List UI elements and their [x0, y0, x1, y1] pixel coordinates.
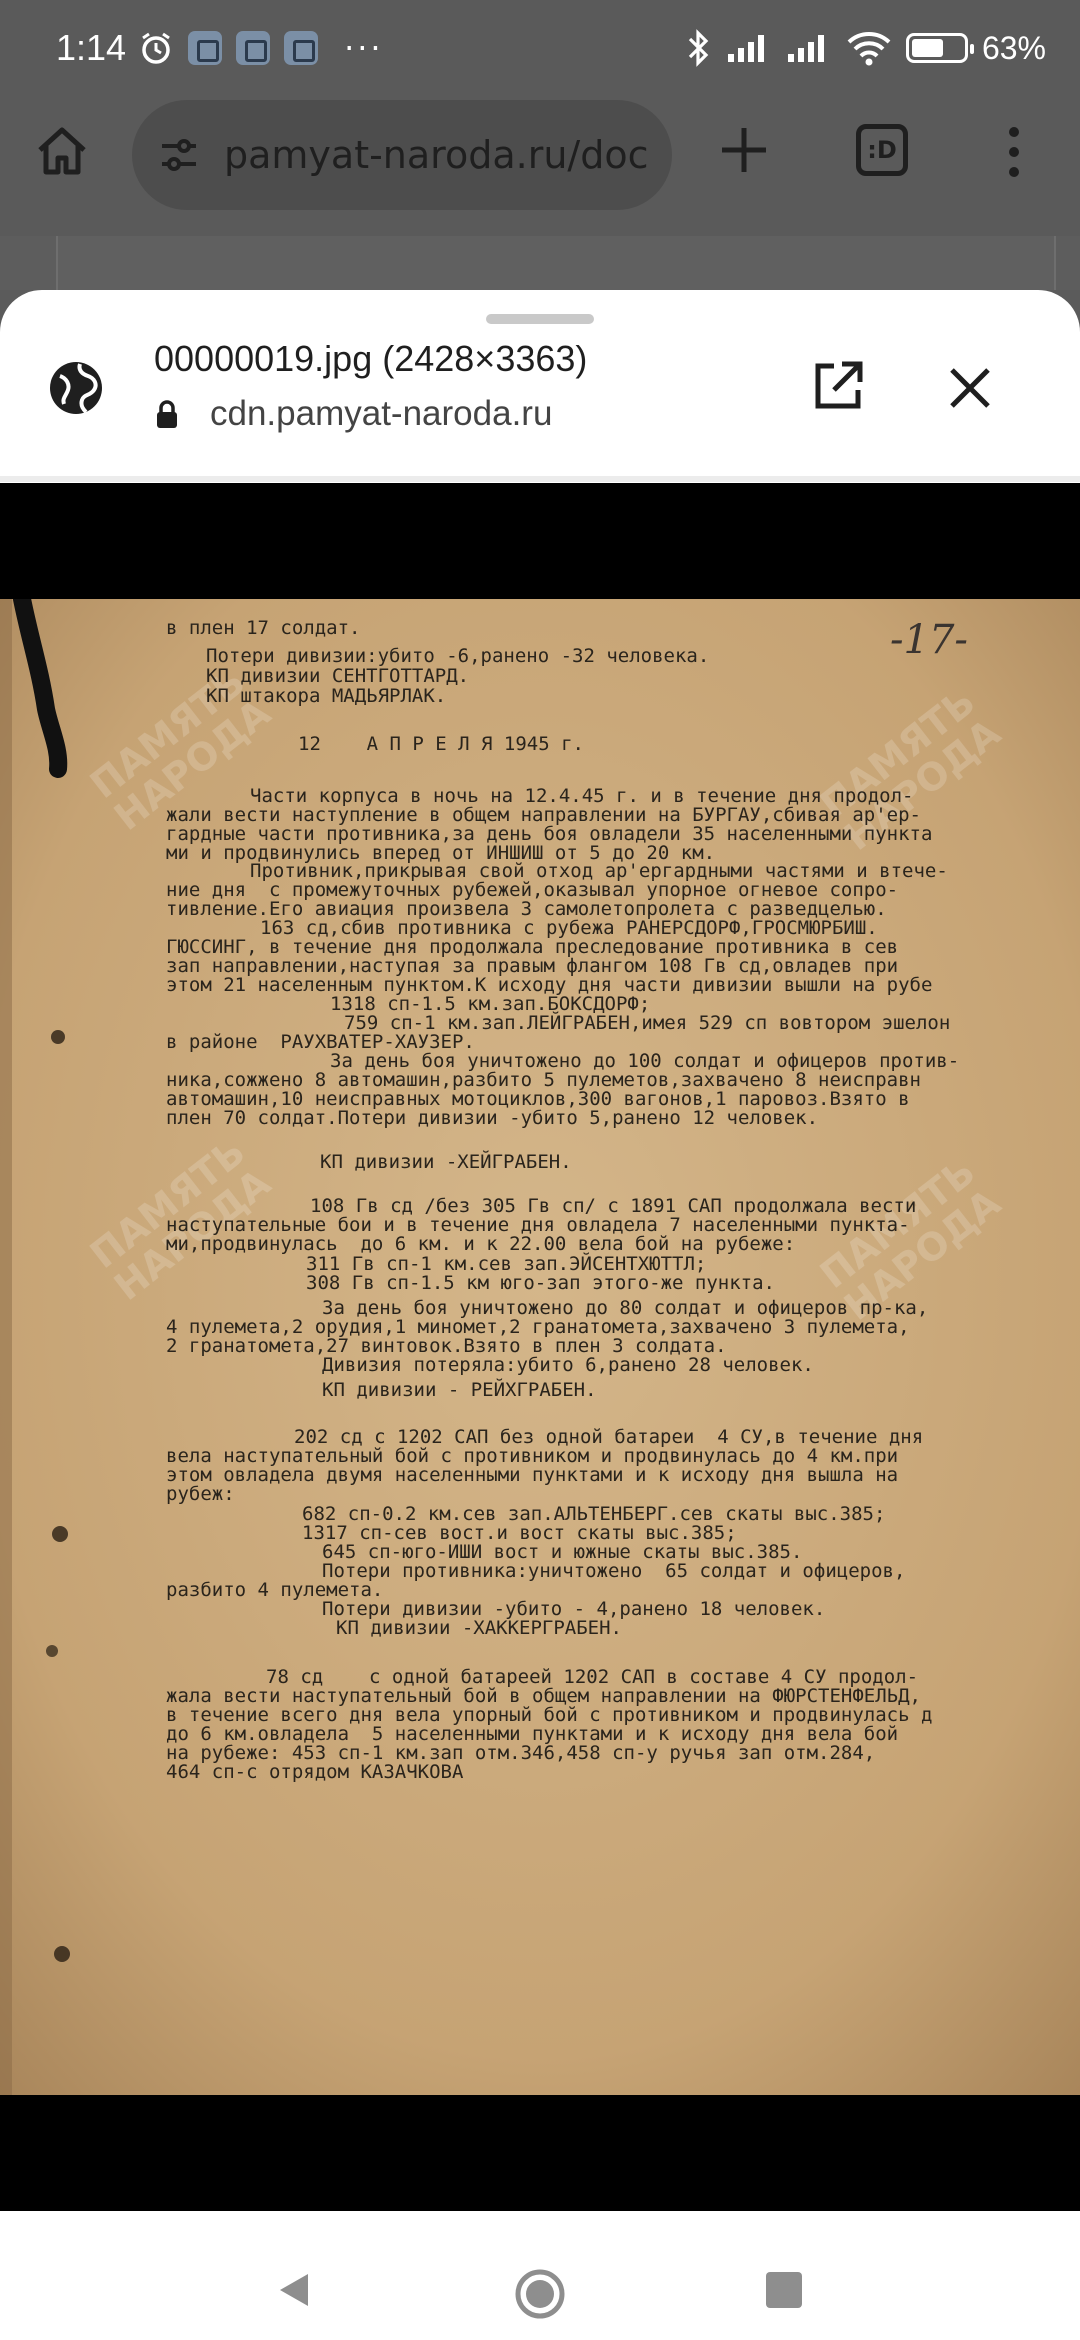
signal-icon [726, 32, 772, 64]
document-line: ми и продвинулись вперед от ИНШИШ от 5 до 20 км. [166, 842, 716, 864]
document-line: наступательные бои и в течение дня овладела 7 населенными пункта- [166, 1214, 910, 1236]
document-line: 202 сд с 1202 САП без одной батареи 4 СУ,в течение дня [294, 1426, 924, 1448]
document-line: 108 Гв сд /без 305 Гв сп/ с 1891 САП продолжала вести [310, 1195, 917, 1217]
document-line: КП штакора МАДЬЯРЛАК. [206, 685, 447, 707]
document-line: тивление.Его авиация произвела 3 самолетопролета с разведцелью. [166, 898, 887, 920]
document-line: Потери дивизии -убито - 4,ранено 18 человек. [322, 1598, 826, 1620]
lock-icon [154, 399, 180, 429]
document-line: 1318 сп-1.5 км.зап.БОКСДОРФ; [330, 993, 651, 1015]
divider [0, 476, 1080, 482]
page-number: -17- [890, 617, 968, 663]
document-line: жала вести наступательный бой в общем направлении на ФЮРСТЕНФЕЛЬД, [166, 1685, 921, 1707]
watermark: ПАМЯТЬ НАРОДА [811, 1149, 1009, 1329]
document-line: плен 70 солдат.Потери дивизии -убито 5,ранено 12 человек. [166, 1107, 819, 1129]
battery-percent: 63% [981, 29, 1046, 66]
document-line: 78 сд с одной батареей 1202 САП в составе 4 СУ продол- [266, 1666, 919, 1688]
document-line: КП дивизии -ХЕЙГРАБЕН. [320, 1151, 572, 1173]
tab-switcher-button[interactable] [856, 124, 908, 176]
document-line: 1317 сп-сев вост.и вост скаты выс.385; [302, 1522, 737, 1544]
bluetooth-icon [686, 29, 712, 67]
document-line: вела наступательный бой с противником и продвинулась до 4 км.при [166, 1445, 899, 1467]
document-line: 4 пулемета,2 орудия,1 миномет,2 гранатомета,захвачено 3 пулемета, [166, 1316, 910, 1338]
document-line: 645 сп-юго-ИШИ вост и южные скаты выс.385. [322, 1541, 803, 1563]
document-line: автомашин,10 неисправных мотоциклов,300 вагонов,1 паровоз.Взято в [166, 1088, 910, 1110]
document-line: Дивизия потеряла:убито 6,ранено 28 человек. [322, 1354, 814, 1376]
document-line: 2 гранатомета,27 винтовок.Взято в плен 3 солдата. [166, 1335, 727, 1357]
watermark: ПАМЯТЬ НАРОДА [811, 679, 1009, 859]
notification-icon [284, 31, 318, 65]
document-line: 464 сп-с отрядом КАЗАЧКОВА [166, 1761, 464, 1783]
watermark: ПАМЯТЬ НАРОДА [81, 1129, 279, 1309]
document-line: КП дивизии - РЕЙХГРАБЕН. [322, 1379, 597, 1401]
document-line: этом овладела двумя населенными пунктами и к исходу дня вышла на [166, 1464, 899, 1486]
status-bar [0, 0, 1080, 96]
document-line: гардные части противника,за день боя овладели 35 населенными пункта [166, 823, 933, 845]
document-line: 311 Гв сп-1 км.сев зап.ЭЙСЕНТХЮТТЛ; [306, 1253, 707, 1275]
image-viewer[interactable] [0, 483, 1080, 2211]
document-line: разбито 4 пулемета. [166, 1579, 384, 1601]
document-line: За день боя уничтожено до 100 солдат и офицеров против- [330, 1050, 960, 1072]
document-line: рубеж: [166, 1483, 235, 1505]
document-text [0, 599, 1080, 2095]
notification-icon [188, 31, 222, 65]
url-bar[interactable] [132, 100, 672, 210]
document-line: За день боя уничтожено до 80 солдат и офицеров пр-ка, [322, 1297, 929, 1319]
signal-icon [786, 32, 832, 64]
more-notifications-indicator: ··· [344, 29, 384, 67]
document-line: этом 21 населенным пунктом.К исходу дня части дивизии вышли на рубе [166, 974, 933, 996]
sheet-domain [154, 394, 552, 434]
status-time: 1:14 [56, 27, 127, 68]
document-line: зап направлении,наступая за правым флангом 108 Гв сд,овладев при [166, 955, 899, 977]
document-line: 759 сп-1 км.зап.ЛЕЙГРАБЕН,имея 529 сп вовтором эшелон [344, 1012, 951, 1034]
document-line: КП дивизии СЕНТГОТТАРД. [206, 665, 470, 687]
site-settings-icon[interactable] [156, 132, 202, 178]
document-line: Потери противника:уничтожено 65 солдат и офицеров, [322, 1560, 906, 1582]
notification-icon [236, 31, 270, 65]
document-image[interactable] [0, 599, 1080, 2095]
document-line: ми,продвинулась до 6 км. и к 22.00 вела бой на рубеже: [166, 1233, 796, 1255]
document-line: 308 Гв сп-1.5 км юго-зап этого-же пункта. [306, 1272, 775, 1294]
wifi-icon [846, 30, 892, 66]
document-line: Части корпуса в ночь на 12.4.45 г. и в течение дня продол- [250, 785, 914, 807]
document-line: 682 сп-0.2 км.сев зап.АЛЬТЕНБЕРГ.сев скаты выс.385; [302, 1503, 886, 1525]
url-text[interactable]: pamyat-naroda.ru/doc [224, 133, 649, 177]
document-line: ние дня с промежуточных рубежей,оказывал упорное огневое сопро- [166, 879, 899, 901]
document-line: 12 А П Р Е Л Я 1945 г. [298, 733, 584, 755]
home-button-icon[interactable] [514, 2268, 566, 2320]
document-line: в течение всего дня вела упорный бой с противником и продвинулась д [166, 1704, 933, 1726]
document-line: в районе РАУХВАТЕР-ХАУЗЕР. [166, 1031, 475, 1053]
document-line: до 6 км.овладела 5 населенными пунктами и к исходу дня вела бой [166, 1723, 899, 1745]
page-card [56, 236, 1056, 290]
alarm-icon [138, 30, 174, 66]
document-line: 163 сд,сбив противника с рубежа РАНЕРСДОРФ,ГРОСМЮРБИШ. [260, 917, 878, 939]
document-line: ника,сожжено 8 автомашин,разбито 5 пулеметов,захвачено 8 неисправн [166, 1069, 921, 1091]
document-line: в плен 17 солдат. [166, 617, 361, 639]
battery-level [912, 39, 944, 57]
tab-count: :D [867, 136, 897, 164]
document-line: ГЮССИНГ, в течение дня продолжала преследование противника в сев [166, 936, 899, 958]
document-line: на рубеже: 453 сп-1 км.зап отм.346,458 сп-у ручья зап отм.284, [166, 1742, 876, 1764]
document-line: Потери дивизии:убито -6,ранено -32 человека. [206, 645, 710, 667]
home-icon[interactable] [30, 120, 94, 184]
drag-handle[interactable] [486, 314, 594, 324]
close-icon[interactable] [942, 360, 998, 416]
open-in-new-icon[interactable] [808, 356, 868, 416]
document-line: Противник,прикрывая свой отход ар'ергардными частями и втече- [250, 860, 948, 882]
new-tab-icon[interactable] [716, 122, 772, 178]
page-behind-overlay [0, 236, 1080, 290]
watermark: ПАМЯТЬ НАРОДА [81, 659, 279, 839]
globe-icon [46, 358, 106, 418]
back-icon[interactable] [274, 2270, 314, 2310]
domain-text: cdn.pamyat-naroda.ru [210, 394, 553, 433]
battery-icon [906, 33, 968, 63]
document-line: жали вести наступление в общем направлении на БУРГАУ,сбивая ар'ер- [166, 804, 921, 826]
more-menu-icon[interactable] [998, 124, 1030, 180]
recents-icon[interactable] [766, 2272, 802, 2308]
document-line: КП дивизии -ХАККЕРГРАБЕН. [336, 1617, 622, 1639]
sheet-title: 00000019.jpg (2428×3363) [154, 338, 588, 379]
